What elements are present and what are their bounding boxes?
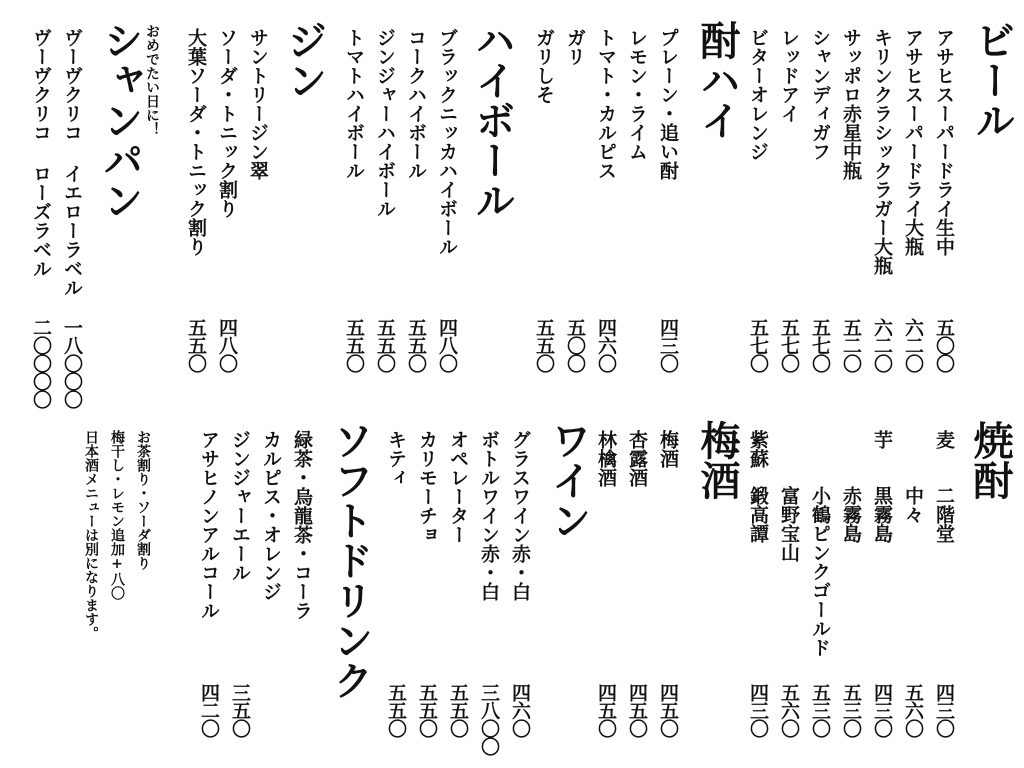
menu-item-name: サントリージン翠 <box>247 28 269 180</box>
menu-item-price: 五三〇 <box>809 683 831 737</box>
menu-item-name: グラスワイン赤・白 <box>509 430 531 601</box>
menu-item-name: 梅酒 <box>657 430 679 468</box>
menu-item-name: 中々 <box>902 486 924 524</box>
chuhai-heading: 酎ハイ <box>694 20 741 140</box>
menu-item-name: キリンクラシックラガー大瓶 <box>871 28 893 275</box>
menu-item-price: 五五〇 <box>374 318 396 372</box>
menu-item-name: 杏露酒 <box>626 430 648 487</box>
menu-item-price: 五五〇 <box>385 683 407 737</box>
menu-item-price: 五〇〇 <box>933 318 955 372</box>
gin-heading: ジン <box>281 20 328 100</box>
beer-heading: ビール <box>969 20 1016 140</box>
menu-item-price: 五五〇 <box>447 683 469 737</box>
menu-item-name: アサヒノンアルコール <box>198 430 220 620</box>
menu-item-price: 四三〇 <box>747 683 769 737</box>
menu-item-price: 五七〇 <box>809 318 831 372</box>
menu-item-name: キティ <box>385 430 407 487</box>
menu-item-name: 二階堂 <box>933 486 955 543</box>
menu-item-price: 四五〇 <box>626 683 648 737</box>
menu-item-price: 四三〇 <box>657 318 679 372</box>
menu-item-name: コークハイボール <box>405 28 427 180</box>
menu-item-name: 鍛高譚 <box>747 486 769 543</box>
champagne-heading: シャンパン <box>97 20 144 220</box>
menu-item-price: 六二〇 <box>871 318 893 372</box>
menu-item-name: ブラックニッカハイボール <box>436 28 458 256</box>
menu-item-name: トマトハイボール <box>343 28 365 180</box>
menu-item-name: サッポロ赤星中瓶 <box>840 28 862 180</box>
menu-item-name: プレーン・追い酎 <box>657 28 679 180</box>
menu-item-name: ヴーヴクリコ イエローラベル <box>61 28 83 297</box>
umeshu-heading: 梅酒 <box>694 420 741 500</box>
menu-item-name: 富野宝山 <box>778 486 800 562</box>
menu-item-name: 黒霧島 <box>871 486 893 543</box>
menu-item-price: 五五〇 <box>343 318 365 372</box>
menu-item-name: アサヒスーパードライ生中 <box>933 28 955 256</box>
menu-item-price: 四八〇 <box>436 318 458 372</box>
menu-item-name: ヴーヴクリコ ローズラベル <box>30 28 52 278</box>
menu-item-price: 四六〇 <box>509 683 531 737</box>
menu-item-name: レッドアイ <box>778 28 800 123</box>
menu-item-price: 二〇〇〇〇 <box>30 318 52 408</box>
menu-item-price: 六二〇 <box>902 318 924 372</box>
menu-item-price: 五三〇 <box>840 683 862 737</box>
menu-item-name: 林檎酒 <box>595 430 617 487</box>
menu-item-price: 三八〇〇 <box>478 683 500 755</box>
menu-item-price: 五二〇 <box>840 318 862 372</box>
footnote: 梅干し・レモン追加+八〇 <box>109 430 125 600</box>
menu-item-price: 五五〇 <box>533 318 555 372</box>
footnote: 日本酒メニューは別になります。 <box>83 430 99 640</box>
shochu-heading: 焼酎 <box>967 420 1014 500</box>
menu-item-name: カルピス・オレンジ <box>260 430 282 601</box>
menu-item-price: 四六〇 <box>595 318 617 372</box>
menu-item-name: ボトルワイン赤・白 <box>478 430 500 601</box>
menu-item-price: 一八〇〇〇 <box>61 318 83 408</box>
menu-item-name: ガリ <box>564 28 586 66</box>
menu-item-price: 五六〇 <box>902 683 924 737</box>
menu-item-price: 四三〇 <box>933 683 955 737</box>
wine-heading: ワイン <box>545 420 592 540</box>
menu-item-price: 四五〇 <box>595 683 617 737</box>
menu-item-price: 五五〇 <box>405 318 427 372</box>
menu-item-name: レモン・ライム <box>626 28 648 161</box>
shochu-type: 芋 <box>871 430 893 449</box>
menu-item-name: 赤霧島 <box>840 486 862 543</box>
menu-item-name: トマト・カルピス <box>595 28 617 180</box>
menu-item-price: 四三〇 <box>871 683 893 737</box>
menu-item-price: 五七〇 <box>778 318 800 372</box>
menu-item-price: 四二〇 <box>198 683 220 737</box>
softdrink-heading: ソフトドリンク <box>327 420 374 700</box>
menu-item-price: 三五〇 <box>229 683 251 737</box>
menu-item-price: 四八〇 <box>216 318 238 372</box>
menu-item-price: 四五〇 <box>657 683 679 737</box>
menu-item-price: 五五〇 <box>416 683 438 737</box>
menu-item-price: 五〇〇 <box>564 318 586 372</box>
shochu-type: 紫蘇 <box>747 430 769 468</box>
menu-item-name: シャンディガフ <box>809 28 831 161</box>
champagne-note: おめでたい日に！ <box>144 24 160 136</box>
menu-item-price: 五六〇 <box>778 683 800 737</box>
menu-item-name: アサヒスーパードライ大瓶 <box>902 28 924 256</box>
menu-item-name: ビターオレンジ <box>747 28 769 161</box>
menu-item-name: 小鶴ピンクゴールド <box>809 486 831 657</box>
menu-item-name: ガリしそ <box>533 28 555 104</box>
menu-item-name: ジンジャーエール <box>229 430 251 582</box>
menu-item-name: ジンジャーハイボール <box>374 28 396 218</box>
menu-item-name: ソーダ・トニック割り <box>216 28 238 218</box>
menu-item-name: 大葉ソーダ・トニック割り <box>185 28 207 256</box>
highball-heading: ハイボール <box>469 20 516 220</box>
menu-item-price: 五五〇 <box>185 318 207 372</box>
menu-item-price: 五七〇 <box>747 318 769 372</box>
menu-item-name: カリモーチョ <box>416 430 438 544</box>
footnote: お茶割り・ソーダ割り <box>135 430 151 570</box>
shochu-type: 麦 <box>933 430 955 449</box>
menu-item-name: オペレーター <box>447 430 469 544</box>
menu-item-name: 緑茶・烏龍茶・コーラ <box>291 430 313 620</box>
